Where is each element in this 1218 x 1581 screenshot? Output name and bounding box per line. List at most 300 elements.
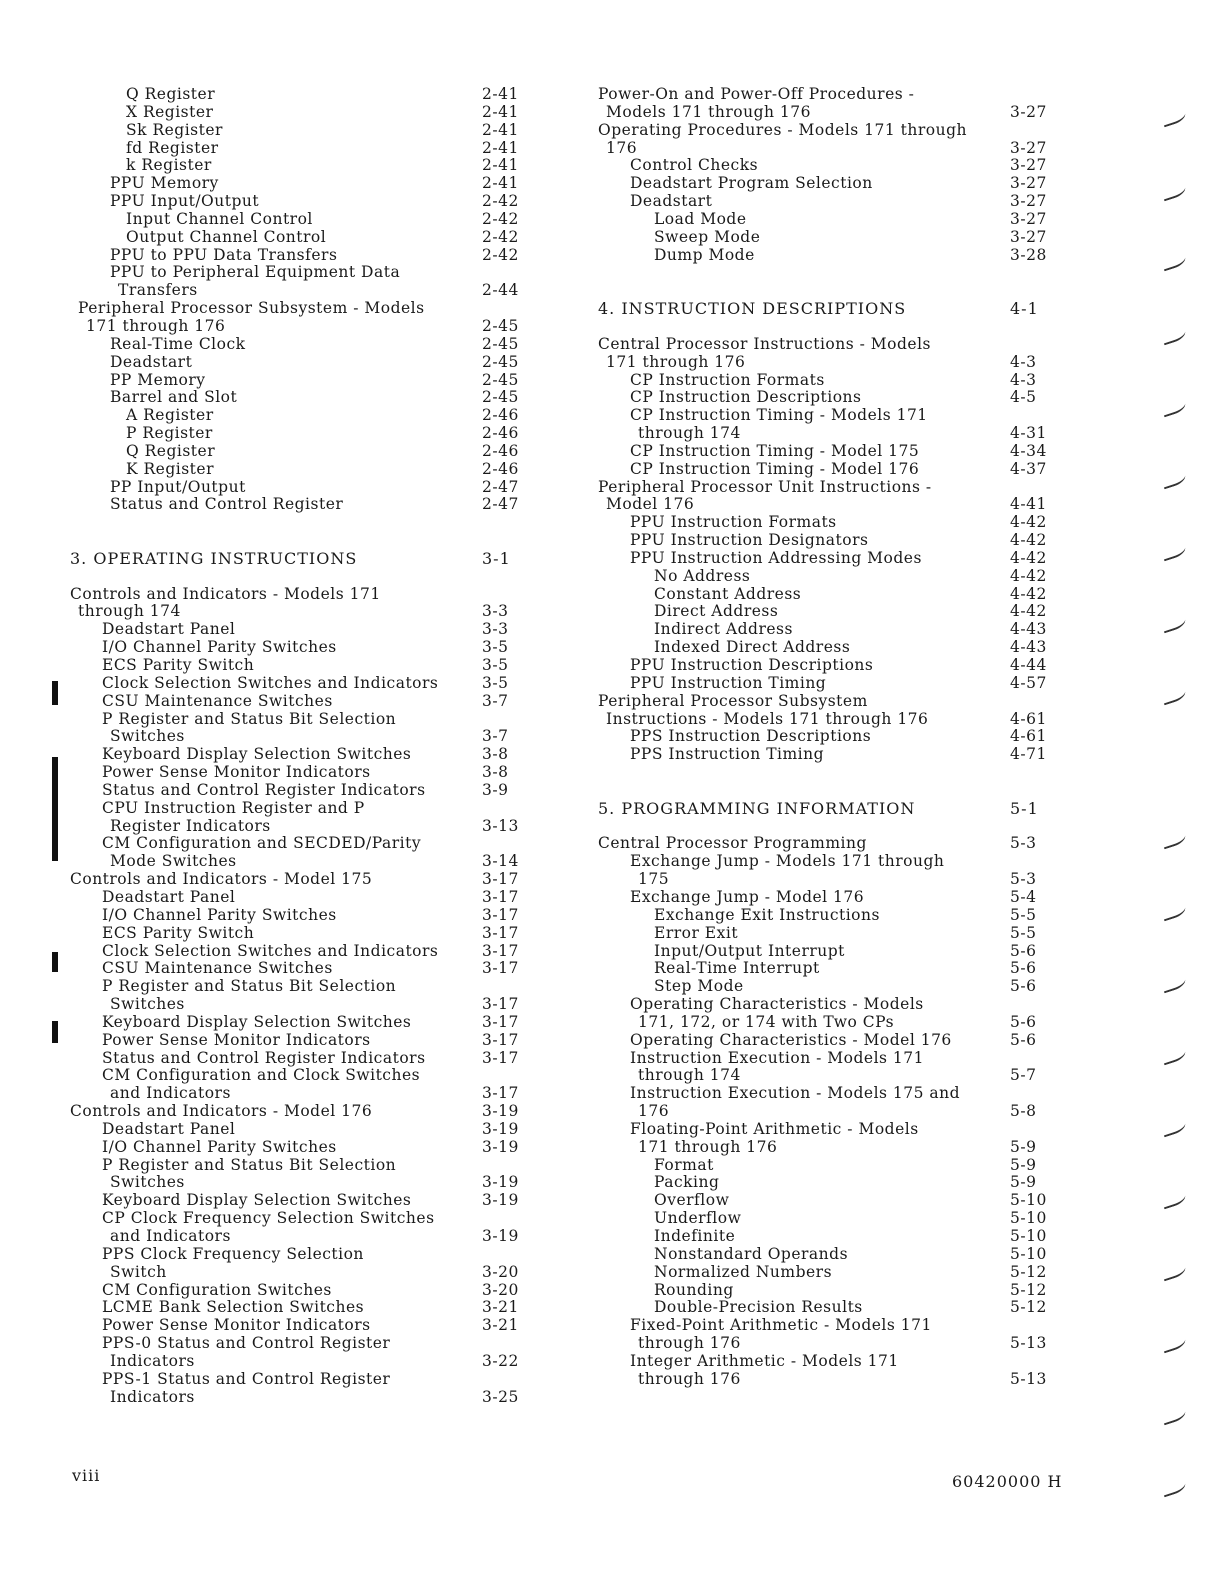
toc-entry-page: 2-42 [482, 209, 519, 228]
toc-entry [62, 853, 540, 871]
toc-entry-title: Deadstart Panel [102, 1119, 236, 1138]
toc-entry-title: Instruction Execution - Models 175 and [630, 1084, 961, 1103]
toc-entry [62, 193, 540, 211]
toc-entry-page: 3-27 [1010, 102, 1047, 121]
toc-entry-title: through 176 [638, 1369, 741, 1388]
toc-entry-page: 4-31 [1010, 424, 1047, 443]
binding-mark [1161, 109, 1188, 128]
toc-entry [590, 1264, 1060, 1282]
toc-entry-title: 176 [606, 138, 638, 157]
binding-mark [1161, 903, 1188, 922]
toc-entry-page: 3-19 [482, 1137, 519, 1156]
toc-entry [62, 1032, 540, 1050]
toc-entry [590, 140, 1060, 158]
toc-entry [62, 1067, 540, 1085]
toc-entry [62, 1139, 540, 1157]
toc-entry-title: PPU Instruction Timing [630, 673, 827, 692]
toc-entry [62, 1228, 540, 1246]
toc-entry-page: 2-41 [482, 102, 519, 121]
toc-entry-page: 4-61 [1010, 709, 1047, 728]
toc-entry [62, 621, 540, 639]
toc-entry-page: 2-47 [482, 495, 519, 514]
toc-entry-title: Controls and Indicators - Models 171 [70, 584, 381, 603]
toc-entry-title: CP Instruction Timing - Model 175 [630, 441, 920, 460]
toc-entry [590, 1335, 1060, 1353]
toc-entry-title: CPU Instruction Register and P [102, 798, 365, 817]
toc-entry-title: Power Sense Monitor Indicators [102, 1030, 371, 1049]
toc-entry [590, 639, 1060, 657]
toc-entry-title: Operating Characteristics - Models [630, 995, 924, 1014]
toc-entry-page: 2-41 [482, 138, 519, 157]
toc-entry-page: 2-46 [482, 424, 519, 443]
toc-entry-title: and Indicators [110, 1084, 231, 1103]
toc-entry-title: PPU Memory [110, 174, 219, 193]
toc-right-column [590, 86, 1060, 1389]
toc-entry-page: 3-8 [482, 745, 509, 764]
toc-entry [62, 1174, 540, 1192]
toc-entry-title: CSU Maintenance Switches [102, 691, 333, 710]
toc-entry-title: Power Sense Monitor Indicators [102, 763, 371, 782]
toc-entry-title: Double-Precision Results [654, 1298, 863, 1317]
toc-entry [62, 140, 540, 158]
binding-mark [1161, 471, 1188, 490]
toc-entry-page: 4-42 [1010, 531, 1047, 550]
toc-entry-page: 2-45 [482, 370, 519, 389]
toc-entry [590, 1192, 1060, 1210]
toc-entry-page: 4-43 [1010, 620, 1047, 639]
toc-entry-page: 5-6 [1010, 1012, 1037, 1031]
toc-entry-title: Peripheral Processor Unit Instructions - [598, 477, 932, 496]
toc-entry [590, 728, 1060, 746]
toc-entry-page: 2-46 [482, 406, 519, 425]
toc-entry [590, 1121, 1060, 1139]
toc-entry-title: P Register and Status Bit Selection [102, 1155, 397, 1174]
toc-entry-page: 3-19 [482, 1102, 519, 1121]
toc-entry-title: A Register [126, 406, 214, 425]
toc-entry [590, 1282, 1060, 1300]
toc-entry-title: PPS-0 Status and Control Register [102, 1334, 391, 1353]
binding-mark [1161, 543, 1188, 562]
toc-entry-title: Deadstart Panel [102, 887, 236, 906]
toc-entry-page: 5-13 [1010, 1334, 1047, 1353]
toc-entry-page: 3-22 [482, 1351, 519, 1370]
toc-entry-page: 5-12 [1010, 1280, 1047, 1299]
change-bar [52, 757, 58, 861]
toc-entry-title: Keyboard Display Selection Switches [102, 1012, 412, 1031]
toc-entry [62, 1353, 540, 1371]
toc-entry [62, 586, 540, 604]
toc-entry-title: ECS Parity Switch [102, 923, 255, 942]
toc-entry-title: Step Mode [654, 977, 744, 996]
toc-entry-title: Sk Register [126, 120, 223, 139]
toc-entry [590, 229, 1060, 247]
toc-entry-title: PPS Instruction Descriptions [630, 727, 872, 746]
toc-entry-title: Barrel and Slot [110, 388, 238, 407]
page-number: viii [72, 1466, 101, 1485]
toc-entry [590, 496, 1060, 514]
toc-entry-page: 2-41 [482, 174, 519, 193]
toc-entry [62, 711, 540, 729]
toc-entry [590, 1371, 1060, 1389]
section-heading [590, 800, 1060, 818]
toc-entry-title: Rounding [654, 1280, 734, 1299]
toc-entry-page: 3-19 [482, 1227, 519, 1245]
toc-entry [62, 907, 540, 925]
toc-entry-title: CP Instruction Timing - Models 171 [630, 406, 928, 425]
toc-entry-title: Switches [110, 995, 185, 1014]
toc-entry-title: 171 through 176 [86, 316, 226, 335]
toc-entry [590, 407, 1060, 425]
toc-entry-page: 2-42 [482, 227, 519, 246]
toc-entry-title: Real-Time Interrupt [654, 959, 820, 978]
toc-entry [62, 157, 540, 175]
toc-entry-title: Dump Mode [654, 245, 755, 264]
toc-entry [62, 1210, 540, 1228]
toc-entry-title: Mode Switches [110, 852, 237, 871]
toc-entry [62, 282, 540, 300]
toc-entry [590, 461, 1060, 479]
toc-entry [590, 675, 1060, 693]
toc-entry-title: Constant Address [654, 584, 802, 603]
toc-entry [590, 1157, 1060, 1175]
toc-entry [590, 996, 1060, 1014]
toc-entry [590, 1317, 1060, 1335]
toc-entry [590, 889, 1060, 907]
toc-entry-title: Clock Selection Switches and Indicators [102, 941, 439, 960]
toc-entry-title: Deadstart [630, 192, 713, 211]
toc-entry [590, 1228, 1060, 1246]
binding-mark [1161, 399, 1188, 418]
toc-entry [590, 443, 1060, 461]
toc-entry [62, 943, 540, 961]
toc-entry [62, 1389, 540, 1407]
toc-entry-page: 2-46 [482, 459, 519, 478]
toc-entry [590, 175, 1060, 193]
toc-entry [62, 372, 540, 390]
binding-mark [1161, 831, 1188, 850]
toc-entry [62, 1192, 540, 1210]
toc-entry-title: PPS Instruction Timing [630, 745, 825, 764]
toc-entry-page: 3-8 [482, 763, 509, 782]
toc-entry [62, 1085, 540, 1103]
toc-entry-title: Format [654, 1155, 714, 1174]
toc-entry-page: 3-17 [482, 905, 519, 924]
toc-entry [590, 1246, 1060, 1264]
toc-entry [62, 871, 540, 889]
toc-entry-title: Clock Selection Switches and Indicators [102, 673, 439, 692]
toc-entry [590, 925, 1060, 943]
binding-mark [1161, 183, 1188, 202]
toc-entry-title: Status and Control Register Indicators [102, 1048, 426, 1067]
toc-entry-page: 5-12 [1010, 1298, 1047, 1317]
toc-entry [62, 978, 540, 996]
toc-entry-page: 3-1 [482, 548, 511, 568]
toc-entry [62, 86, 540, 104]
toc-entry [590, 1050, 1060, 1068]
toc-entry-title: 176 [638, 1102, 670, 1121]
toc-entry-title: PP Input/Output [110, 477, 246, 496]
toc-entry-title: 171 through 176 [638, 1137, 778, 1156]
toc-entry-page: 3-17 [482, 959, 519, 978]
toc-entry [62, 389, 540, 407]
toc-entry-page: 3-5 [482, 656, 509, 674]
toc-entry-page: 2-42 [482, 192, 519, 211]
toc-entry [62, 1050, 540, 1068]
toc-entry [590, 336, 1060, 354]
spacer [590, 282, 1060, 300]
toc-entry [62, 247, 540, 265]
toc-entry-title: Switch [110, 1262, 167, 1281]
toc-entry-title: I/O Channel Parity Switches [102, 638, 337, 657]
toc-entry-page: 5-1 [1010, 798, 1039, 818]
toc-entry-page: 3-7 [482, 727, 509, 746]
toc-entry-title: Deadstart Panel [102, 620, 236, 639]
toc-entry-title: Underflow [654, 1209, 742, 1228]
toc-entry [62, 1317, 540, 1335]
toc-entry [62, 960, 540, 978]
toc-entry [590, 211, 1060, 229]
toc-entry-title: CM Configuration Switches [102, 1280, 332, 1299]
toc-entry [62, 639, 540, 657]
toc-entry [62, 461, 540, 479]
toc-entry-title: Real-Time Clock [110, 334, 246, 353]
toc-entry-title: Indicators [110, 1387, 195, 1406]
toc-entry-title: k Register [126, 156, 212, 175]
toc-entry-page: 3-17 [482, 870, 519, 889]
toc-entry-title: K Register [126, 459, 214, 478]
toc-entry [590, 86, 1060, 104]
toc-entry [590, 568, 1060, 586]
toc-entry-page: 5-6 [1010, 959, 1037, 978]
toc-entry-title: Instruction Execution - Models 171 [630, 1048, 924, 1067]
toc-entry [590, 354, 1060, 372]
toc-entry [590, 657, 1060, 675]
toc-entry-page: 5-4 [1010, 887, 1037, 906]
toc-entry-title: Control Checks [630, 156, 759, 175]
toc-entry-title: 3. OPERATING INSTRUCTIONS [70, 548, 358, 568]
toc-entry-page: 4-42 [1010, 584, 1047, 603]
toc-entry-title: PPU Instruction Formats [630, 513, 837, 532]
toc-entry-page: 4-42 [1010, 566, 1047, 585]
spacer [590, 264, 1060, 282]
toc-entry-title: P Register and Status Bit Selection [102, 709, 397, 728]
toc-entry-title: PPU Instruction Addressing Modes [630, 548, 922, 567]
toc-entry [590, 853, 1060, 871]
toc-entry-page: 3-27 [1010, 174, 1047, 193]
toc-entry-page: 4-61 [1010, 727, 1047, 746]
toc-entry-title: Power-On and Power-Off Procedures - [598, 85, 915, 103]
toc-entry [62, 1371, 540, 1389]
toc-entry-title: through 174 [78, 602, 181, 621]
spacer [62, 532, 540, 550]
section-heading [62, 550, 540, 568]
toc-entry [590, 586, 1060, 604]
toc-entry [62, 1335, 540, 1353]
toc-entry-page: 4-34 [1010, 441, 1047, 460]
toc-entry [590, 960, 1060, 978]
toc-entry-title: P Register [126, 424, 213, 443]
toc-entry-title: CP Instruction Descriptions [630, 388, 862, 407]
toc-entry-page: 3-27 [1010, 227, 1047, 246]
toc-entry [62, 443, 540, 461]
toc-entry-page: 3-5 [482, 638, 509, 657]
toc-entry [590, 247, 1060, 265]
toc-entry [590, 104, 1060, 122]
toc-entry-title: Central Processor Programming [598, 834, 867, 853]
toc-entry [590, 122, 1060, 140]
toc-entry-page: 5-6 [1010, 1030, 1037, 1049]
toc-entry-page: 3-17 [482, 887, 519, 906]
toc-entry [590, 1139, 1060, 1157]
toc-entry-page: 5-13 [1010, 1369, 1047, 1388]
toc-entry [62, 336, 540, 354]
toc-entry-page: 3-13 [482, 816, 519, 835]
toc-entry-title: CM Configuration and Clock Switches [102, 1066, 421, 1085]
toc-entry-page: 5-10 [1010, 1227, 1047, 1245]
toc-entry-page: 5-5 [1010, 923, 1037, 942]
toc-entry [62, 1246, 540, 1264]
toc-entry [62, 835, 540, 853]
toc-entry-title: I/O Channel Parity Switches [102, 905, 337, 924]
toc-entry-title: Input/Output Interrupt [654, 941, 845, 960]
toc-entry [62, 728, 540, 746]
document-number: 60420000 H [952, 1472, 1063, 1491]
toc-entry-page: 4-57 [1010, 673, 1047, 692]
toc-entry-page: 3-20 [482, 1262, 519, 1281]
toc-entry [590, 693, 1060, 711]
toc-entry-title: Indexed Direct Address [654, 638, 851, 657]
toc-entry [62, 318, 540, 336]
toc-entry-title: Central Processor Instructions - Models [598, 334, 931, 353]
toc-entry-title: P Register and Status Bit Selection [102, 977, 397, 996]
toc-entry-title: Normalized Numbers [654, 1262, 833, 1281]
toc-entry-title: Sweep Mode [654, 227, 761, 246]
toc-entry [62, 996, 540, 1014]
binding-mark [1161, 1191, 1188, 1210]
toc-entry-page: 4-41 [1010, 495, 1047, 514]
toc-entry-title: Direct Address [654, 602, 779, 621]
toc-entry-page: 3-17 [482, 923, 519, 942]
toc-entry-page: 3-3 [482, 620, 509, 639]
toc-entry-title: through 174 [638, 424, 741, 443]
toc-entry-page: 3-17 [482, 1084, 519, 1103]
toc-entry-title: Q Register [126, 441, 216, 460]
toc-entry-page: 5-3 [1010, 870, 1037, 889]
toc-entry-title: Peripheral Processor Subsystem [598, 691, 868, 710]
toc-entry-title: and Indicators [110, 1227, 231, 1245]
toc-entry-page: 2-42 [482, 245, 519, 264]
toc-entry [62, 264, 540, 282]
toc-entry-page: 4-1 [1010, 299, 1039, 319]
toc-entry-page: 3-21 [482, 1298, 519, 1317]
toc-entry-page: 3-17 [482, 1030, 519, 1049]
toc-entry-title: No Address [654, 566, 751, 585]
toc-entry [62, 407, 540, 425]
spacer [590, 764, 1060, 782]
toc-entry [62, 479, 540, 497]
toc-entry-title: Indefinite [654, 1227, 736, 1245]
toc-entry [62, 746, 540, 764]
toc-entry [590, 603, 1060, 621]
toc-entry [590, 532, 1060, 550]
toc-entry-title: Error Exit [654, 923, 739, 942]
toc-entry [590, 193, 1060, 211]
toc-entry-page: 5-7 [1010, 1066, 1037, 1085]
toc-entry [590, 479, 1060, 497]
toc-entry-page: 2-45 [482, 316, 519, 335]
toc-entry-page: 4-42 [1010, 548, 1047, 567]
toc-entry-title: 4. INSTRUCTION DESCRIPTIONS [598, 299, 907, 319]
toc-entry-page: 3-7 [482, 691, 509, 710]
change-bar [52, 952, 58, 972]
toc-entry-page: 3-17 [482, 941, 519, 960]
toc-entry-title: Peripheral Processor Subsystem - Models [78, 299, 425, 318]
toc-entry-page: 3-27 [1010, 192, 1047, 211]
toc-entry-title: Integer Arithmetic - Models 171 [630, 1351, 899, 1370]
toc-entry [62, 1282, 540, 1300]
toc-entry-page: 5-10 [1010, 1244, 1047, 1263]
toc-entry-title: Indirect Address [654, 620, 793, 639]
toc-entry-title: I/O Channel Parity Switches [102, 1137, 337, 1156]
toc-entry-title: Overflow [654, 1191, 730, 1210]
toc-entry-title: X Register [126, 102, 214, 121]
toc-entry-title: CP Clock Frequency Selection Switches [102, 1209, 435, 1228]
toc-entry [62, 122, 540, 140]
toc-entry [590, 514, 1060, 532]
toc-entry-page: 3-28 [1010, 245, 1047, 264]
toc-entry [62, 175, 540, 193]
toc-entry-title: Register Indicators [110, 816, 271, 835]
toc-entry [62, 1264, 540, 1282]
toc-entry-page: 5-5 [1010, 905, 1037, 924]
toc-entry-title: Deadstart [110, 352, 193, 371]
toc-entry-title: Status and Control Register [110, 495, 344, 514]
toc-entry-title: Controls and Indicators - Model 175 [70, 870, 373, 889]
toc-entry-page: 5-9 [1010, 1155, 1037, 1174]
toc-entry-title: fd Register [126, 138, 219, 157]
toc-entry [62, 1014, 540, 1032]
toc-entry-title: PPU Input/Output [110, 192, 260, 211]
toc-entry-page: 5-6 [1010, 941, 1037, 960]
toc-entry-title: 171, 172, or 174 with Two CPs [638, 1012, 895, 1031]
spacer [590, 318, 1060, 336]
toc-entry-title: Exchange Jump - Models 171 through [630, 852, 945, 871]
spacer [62, 514, 540, 532]
toc-entry-page: 4-5 [1010, 388, 1037, 407]
toc-entry-page: 2-41 [482, 156, 519, 175]
change-bar [52, 1021, 58, 1043]
toc-entry-page: 2-45 [482, 334, 519, 353]
toc-entry [590, 1085, 1060, 1103]
toc-entry-title: CP Instruction Timing - Model 176 [630, 459, 920, 478]
binding-mark [1161, 327, 1188, 346]
binding-mark [1161, 1407, 1188, 1426]
toc-entry-page: 3-14 [482, 852, 519, 871]
toc-entry [62, 229, 540, 247]
toc-entry-title: Exchange Jump - Model 176 [630, 887, 865, 906]
toc-entry-page: 4-44 [1010, 656, 1047, 674]
toc-entry-title: LCME Bank Selection Switches [102, 1298, 365, 1317]
toc-entry-title: Switches [110, 1173, 185, 1192]
toc-entry [62, 1157, 540, 1175]
toc-entry [62, 425, 540, 443]
toc-entry-title: 175 [638, 870, 670, 889]
toc-entry-page: 3-21 [482, 1316, 519, 1335]
toc-entry [590, 871, 1060, 889]
change-bar [52, 681, 58, 705]
toc-entry-page: 5-8 [1010, 1102, 1037, 1121]
toc-entry-title: Deadstart Program Selection [630, 174, 873, 193]
